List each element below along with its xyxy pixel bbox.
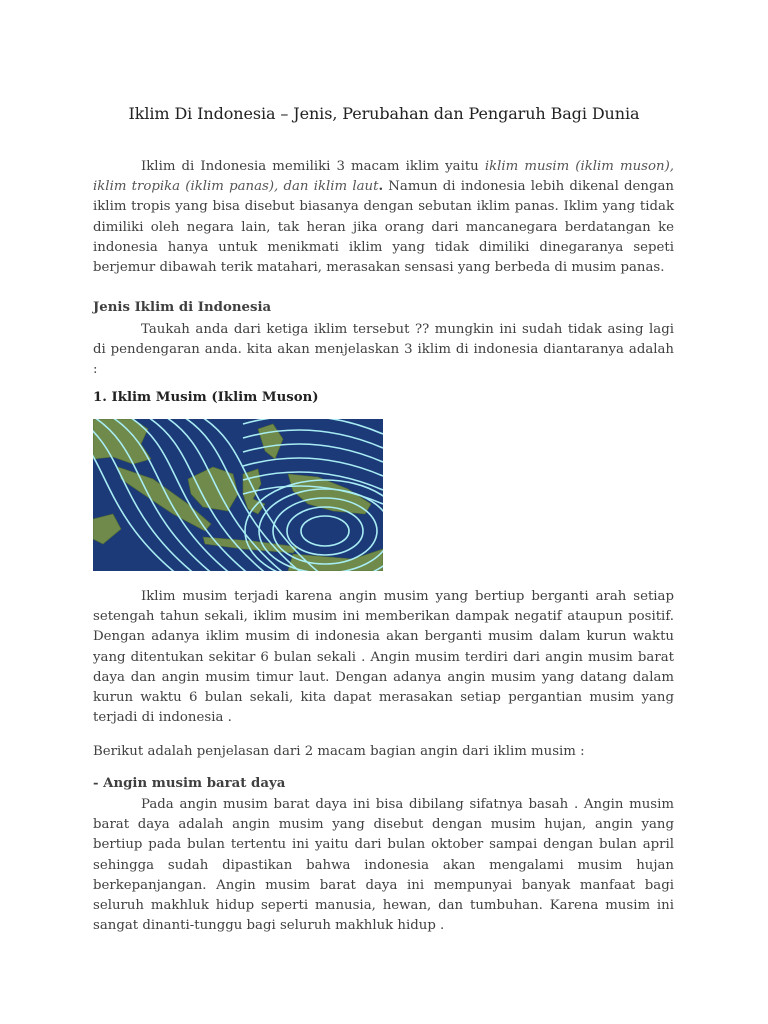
subitem-heading-barat-daya: - Angin musim barat daya xyxy=(93,776,286,791)
section-heading-jenis-iklim: Jenis Iklim di Indonesia xyxy=(93,300,272,315)
berikut-paragraph: Berikut adalah penjelasan dari 2 macam bagian angin dari iklim musim : xyxy=(93,744,585,759)
subitem-paragraph-barat-daya: Pada angin musim barat daya ini bisa dibilang sifatnya basah . Angin musim barat daya adalah angin musim yang disebut dengan musim hujan, angin yang bertiup pada bulan tertentu ini yaitu dari bulan oktober sampai dengan bulan april sehingga sudah dipastikan bahwa indonesia akan mengalami musim hujan berkepanjangan. Angin musim barat daya ini mempunyai banyak manfaat bagi seluruh makhluk hidup seperti manusia, hewan, dan tumbuhan. Karena musim ini sangat dinanti-tunggu bagi seluruh makhluk hidup . xyxy=(93,797,674,934)
document-title: Iklim Di Indonesia – Jenis, Perubahan dan Pengaruh Bagi Dunia xyxy=(128,104,640,123)
intro-text-pre: Iklim di Indonesia memiliki 3 macam iklim yaitu xyxy=(141,159,485,174)
item-heading-iklim-musim: 1. Iklim Musim (Iklim Muson) xyxy=(93,390,319,405)
weather-isobar-map-image xyxy=(93,419,383,571)
intro-text-bold: . xyxy=(378,179,384,195)
intro-text-italic: iklim musim (iklim muson), iklim tropika (iklim panas), dan iklim laut xyxy=(93,159,674,195)
weather-isobar-map-icon xyxy=(93,419,383,571)
section-paragraph-jenis-iklim: Taukah anda dari ketiga iklim tersebut ?? mungkin ini sudah tidak asing lagi di pendengaran anda. kita akan menjelaskan 3 iklim di indonesia diantaranya adalah : xyxy=(93,322,674,378)
intro-paragraph xyxy=(93,157,674,278)
intro-text-post: Namun di indonesia lebih dikenal dengan iklim tropis yang bisa disebut biasanya dengan sebutan iklim panas. Iklim yang tidak dimiliki oleh negara lain, tak heran jika orang dari mancanegara berdatangan ke indonesia hanya untuk menikmati iklim yang tidak dimiliki dinegaranya sepeti berjemur dibawah terik matahari, merasakan sensasi yang berbeda di musim panas. xyxy=(93,179,674,276)
item-paragraph-iklim-musim: Iklim musim terjadi karena angin musim yang bertiup berganti arah setiap setengah tahun sekali, iklim musim ini memberikan dampak negatif ataupun positif. Dengan adanya iklim musim di indonesia akan berganti musim dalam kurun waktu yang ditentukan sekitar 6 bulan sekali . Angin musim terdiri dari angin musim barat daya dan angin musim timur laut. Dengan adanya angin musim yang datang dalam kurun waktu 6 bulan sekali, kita dapat merasakan setiap pergantian musim yang terjadi di indonesia . xyxy=(93,589,674,726)
